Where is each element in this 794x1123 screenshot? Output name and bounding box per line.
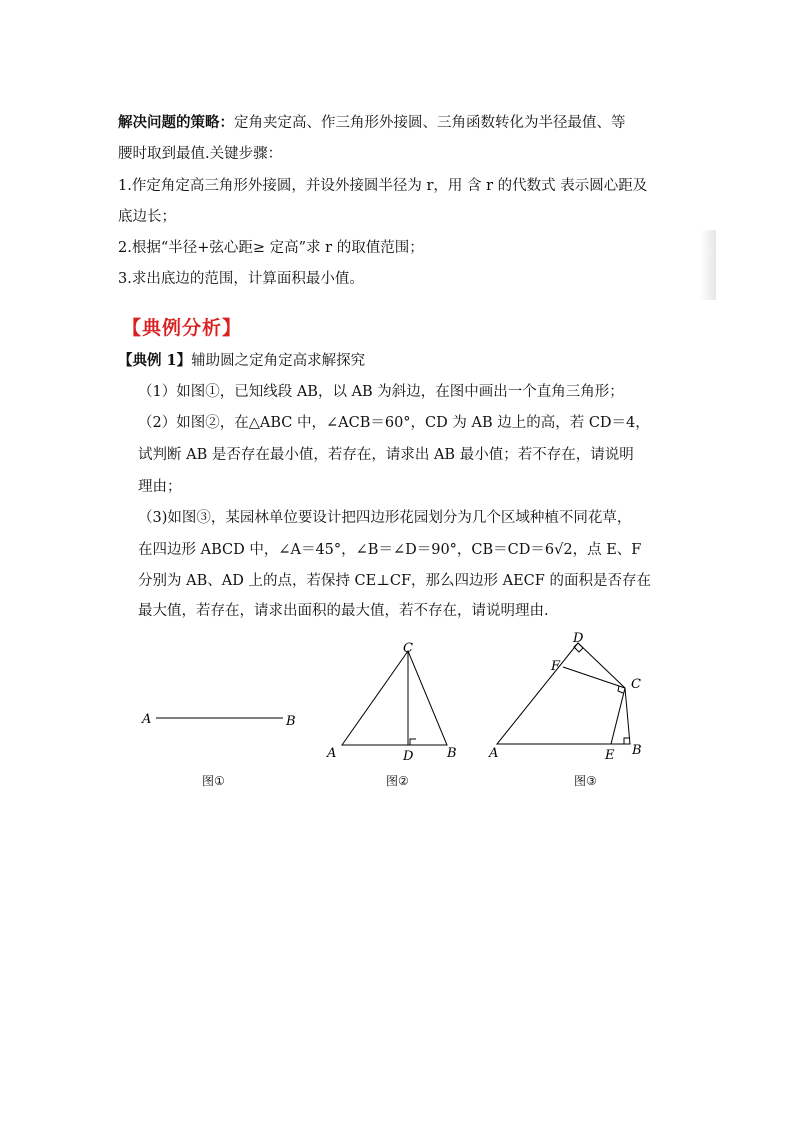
strategy-line-2: 腰时取到最值.关键步骤： (118, 146, 283, 162)
example-part-2b: 试判断 AB 是否存在最小值，若存在，请求出 AB 最小值；若不存在，请说明 (138, 447, 634, 463)
fig3-segment-ce (611, 688, 625, 744)
fig1-label-a: A (142, 712, 152, 727)
fig1-label-b: B (286, 714, 296, 729)
step-3: 3.求出底边的范围，计算面积最小值。 (118, 271, 364, 287)
fig3-quadrilateral (497, 643, 630, 744)
section-heading: 【典例分析】 (122, 317, 243, 339)
step-2: 2.根据“半径+弦心距≥ 定高”求 r 的取值范围； (118, 240, 424, 256)
fig3-label-c: C (631, 677, 641, 692)
example-tag: 【典例 1】 (118, 352, 192, 369)
fig2-label-a: A (327, 746, 337, 761)
strategy-text-1: 定角夹定高、作三角形外接圆、三角函数转化为半径最值、等 (234, 115, 626, 131)
fig2-caption: 图② (386, 774, 409, 788)
strategy-label: 解决问题的策略： (118, 114, 234, 131)
fig3-segment-cf (563, 667, 625, 688)
fig2-label-c: C (403, 641, 413, 656)
fig3-label-e: E (605, 748, 615, 763)
fig3-label-a: A (489, 746, 499, 761)
fig3-label-b: B (632, 743, 642, 758)
example-part-3c: 分别为 AB、AD 上的点，若保持 CE⊥CF，那么四边形 AECF 的面积是否存在 (138, 573, 651, 589)
step-1b: 底边长； (118, 209, 176, 225)
fig2-label-d: D (403, 749, 414, 764)
fig1-caption: 图① (202, 774, 225, 788)
fig3-label-f: F (551, 659, 561, 674)
example-part-2a: （2）如图②，在△ABC 中，∠ACB＝60°，CD 为 AB 边上的高，若 CD＝4， (138, 415, 650, 431)
example-part-3d: 最大值，若存在，请求出面积的最大值，若不存在，请说明理由. (138, 603, 549, 619)
fig3-label-d: D (573, 631, 584, 646)
fig2-triangle (342, 651, 447, 745)
example-part-3a: （3)如图③，某园林单位要设计把四边形花园划分为几个区域种植不同花草， (138, 510, 632, 526)
example-part-2c: 理由； (138, 479, 182, 495)
example-part-3b: 在四边形 ABCD 中，∠A＝45°，∠B＝∠D＝90°，CB＝CD＝6√2，点 E、F (138, 542, 642, 558)
step-1a: 1.作定角定高三角形外接圆，并设外接圆半径为 r，用 含 r 的代数式 表示圆心距及 (118, 178, 648, 194)
fig2-right-angle-mark (410, 739, 416, 745)
fig3-caption: 图③ (574, 774, 597, 788)
example-part-1: （1）如图①，已知线段 AB，以 AB 为斜边，在图中画出一个直角三角形； (138, 384, 624, 400)
example-title-text: 辅助圆之定角定高求解探究 (191, 353, 366, 369)
fig2-label-b: B (447, 746, 457, 761)
